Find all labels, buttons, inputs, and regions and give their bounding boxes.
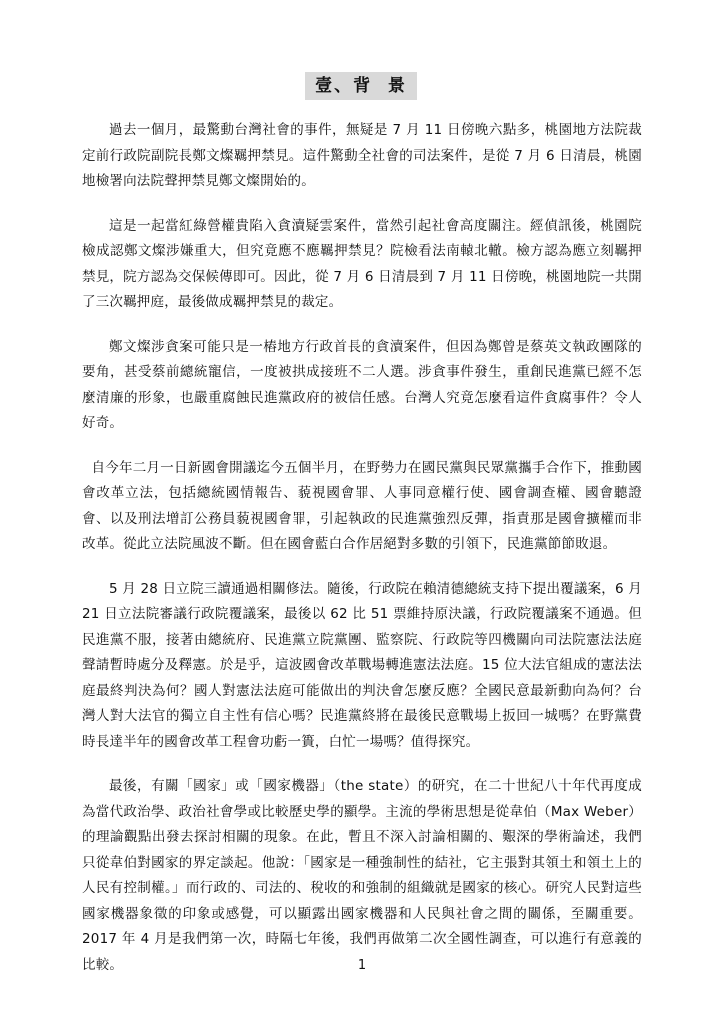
page-number: 1 xyxy=(357,958,367,973)
paragraph-3: 鄭文燦涉貪案可能只是一樁地方行政首長的貪瀆案件，但因為鄭曾是蔡英文執政團隊的要角，甚受蔡前總統寵信，一度被拱成接班不二人選。涉貪事件發生，重創民進黨已經不怎麼清廉的形象，也嚴重腐蝕民進黨政府的被信任感。台灣人究竟怎麼看這件貪腐事件？令人好奇。 xyxy=(82,338,642,431)
paragraph-5: 5 月 28 日立院三讀通過相關修法。隨後，行政院在賴清德總統支持下提出覆議案，6 月 21 日立法院審議行政院覆議案，最後以 62 比 51 票維持原決議，行政院覆議案不通過。但民進黨不服，接著由總統府、民進黨立院黨團、監察院、行政院等四機關向司法院憲法法庭聲請暫時處分及釋憲。於是乎，這波國會改革戰場轉進憲法法庭。15 位大法官組成的憲法法庭最終判決為何？國人對憲法法庭可能做出的判決會怎麼反應？全國民意最新動向為何？台灣人對大法官的獨立自主性有信心嗎？民進黨終將在最後民意戰場上扳回一城嗎？在野黨費時長達半年的國會改革工程會功虧一簣，白忙一場嗎？值得探究。 xyxy=(82,580,642,750)
paragraph-4: 自今年二月一日新國會開議迄今五個半月，在野勢力在國民黨與民眾黨攜手合作下，推動國會改革立法，包括總統國情報告、藐視國會罪、人事同意權行使、國會調查權、國會聽證會、以及刑法增訂公務員藐視國會罪，引起執政的民進黨強烈反彈，指責那是國會擴權而非改革。從此立法院風波不斷。但在國會藍白合作居絕對多數的引領下，民進黨節節敗退。 xyxy=(82,459,642,552)
body-text xyxy=(82,118,642,997)
paragraph-2: 這是一起當紅綠營權貴陷入貪瀆疑雲案件，當然引起社會高度關注。經偵訊後，桃園院檢成認鄭文燦涉嫌重大，但究竟應不應羈押禁見？院檢看法南轅北轍。檢方認為應立刻羈押禁見，院方認為交保候傳即可。因此，從 7 月 6 日清晨到 7 月 11 日傍晚，桃園地院一共開了三次羈押庭，最後做成羈押禁見的裁定。 xyxy=(82,217,642,310)
section-heading: 壹、背 景 xyxy=(305,72,417,100)
paragraph-1: 過去一個月，最驚動台灣社會的事件，無疑是 7 月 11 日傍晚六點多，桃園地方法院裁定前行政院副院長鄭文燦羈押禁見。這件驚動全社會的司法案件，是從 7 月 6 日清晨，桃園地檢署向法院聲押禁見鄭文燦開始的。 xyxy=(82,122,642,189)
paragraph-6: 最後，有關「國家」或「國家機器」（the state）的研究，在二十世紀八十年代再度成為當代政治學、政治社會學或比較歷史學的顯學。主流的學術思想是從韋伯（Max Weber）的理論觀點出發去探討相關的現象。在此，暫且不深入討論相關的、艱深的學術論述，我們只從韋伯對國家的界定談起。他說：「國家是一種強制性的結社，它主張對其領土和領土上的人民有控制權。」而行政的、司法的、稅收的和強制的組織就是國家的核心。研究人民對這些國家機器象徵的印象或感覺，可以顯露出國家機器和人民與社會之間的關係，至關重要。2017 年 4 月是我們第一次，時隔七年後，我們再做第二次全國性調查，可以進行有意義的比較。 xyxy=(82,778,642,973)
